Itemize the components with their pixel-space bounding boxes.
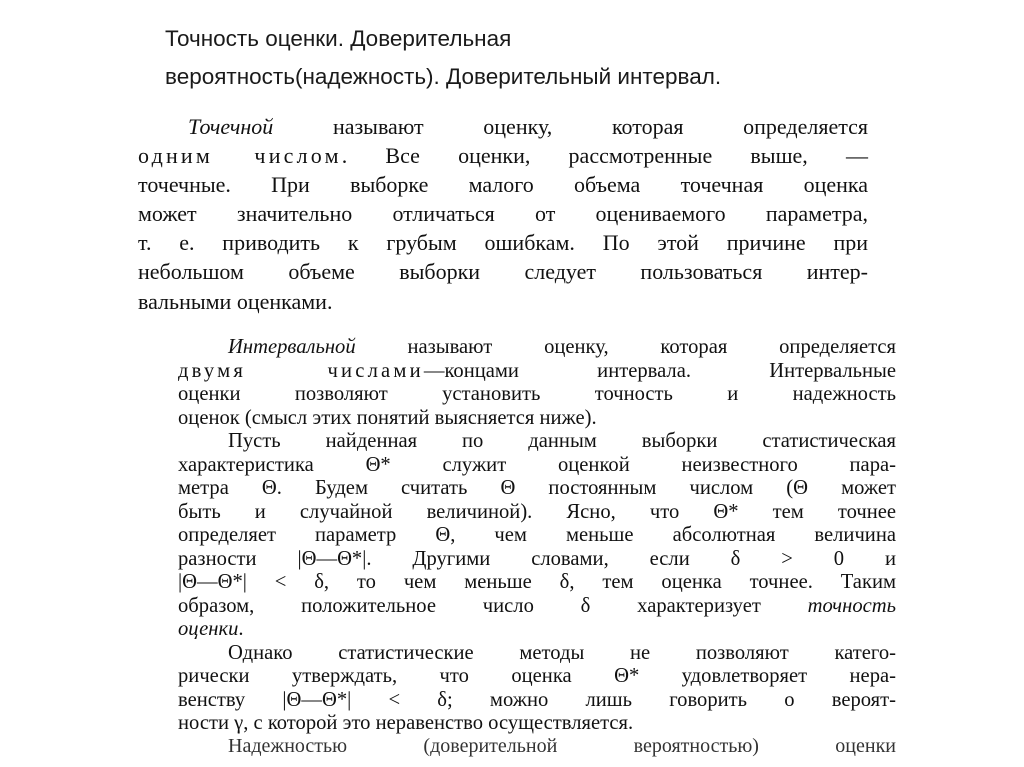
scan2-line-4: оценок (смысл этих понятий выясняется ниже). xyxy=(178,406,597,429)
scan2-line-3: оценки позволяют установить точность и надежность xyxy=(178,383,896,405)
scanned-paragraph-interval-estimate xyxy=(178,336,896,757)
scan1-line-6: небольшом объеме выборки следует пользоваться интер- xyxy=(138,259,868,285)
scan2-line-8: быть и случайной величиной). Ясно, что Θ* тем точнее xyxy=(178,500,896,523)
scan1-line-3: точечные. При выборке малого объема точечная оценка xyxy=(138,172,868,198)
term-precision: точность xyxy=(807,594,896,617)
scan2-text: образом, положительное число δ характеризует xyxy=(178,594,808,617)
spaced-phrase: одним числом xyxy=(138,143,342,169)
scan1-line-2 xyxy=(138,141,868,170)
scan1-line-5: т. е. приводить к грубым ошибкам. По этой причине при xyxy=(138,230,868,256)
scan2-line-17: ности γ, с которой это неравенство осуществляется. xyxy=(178,712,634,734)
slide-title xyxy=(165,20,925,96)
scan1-line-7: вальными оценками. xyxy=(138,288,333,314)
scan1-text: . Все оценки, рассмотренные выше, — xyxy=(341,143,868,169)
scan2-line-12 xyxy=(178,595,896,619)
scan2-line-16: венству |Θ—Θ*| < δ; можно лишь говорить о вероят- xyxy=(178,688,896,711)
scan2-line-13 xyxy=(178,618,896,642)
scan2-text: называют оценку, которая определяется xyxy=(355,336,896,358)
term-point-estimate: Точечной xyxy=(188,114,274,139)
term-interval-estimate: Интервальной xyxy=(228,336,356,358)
scan2-line-11: |Θ—Θ*| < δ, то чем меньше δ, тем оценка точнее. Таким xyxy=(178,571,896,593)
scanned-paragraph-point-estimate xyxy=(138,112,868,316)
scan2-text: —концами интервала. Интервальные xyxy=(423,359,896,382)
scan2-line-2 xyxy=(178,360,896,384)
spaced-phrase: двумя числами xyxy=(178,359,424,382)
scan2-line-9: определяет параметр Θ, чем меньше абсолютная величина xyxy=(178,524,896,546)
scan2-line-14: Однако статистические методы не позволяют катего- xyxy=(228,641,896,664)
slide-title-line-1: Точность оценки. Доверительная xyxy=(165,26,512,51)
scan2-line-15: рически утверждать, что оценка Θ* удовлетворяет нера- xyxy=(178,665,896,687)
slide-title-line-2: вероятность(надежность). Доверительный интервал. xyxy=(165,64,722,89)
scan1-line-4: может значительно отличаться от оцениваемого параметра, xyxy=(138,201,868,227)
scan2-text: . xyxy=(238,618,244,640)
scan2-cut-off-line: Надежностью (доверительной вероятностью) оценки xyxy=(228,734,896,757)
scan1-line-1 xyxy=(138,112,868,141)
scan2-line-6: характеристика Θ* служит оценкой неизвестного пара- xyxy=(178,453,896,476)
scan2-line-1 xyxy=(178,336,896,360)
scan2-line-5: Пусть найденная по данным выборки статистическая xyxy=(228,430,896,452)
scan1-text: называют оценку, которая определяется xyxy=(273,114,868,139)
scan2-line-10: разности |Θ—Θ*|. Другими словами, если δ > 0 и xyxy=(178,547,896,570)
scan2-line-7: метра Θ. Будем считать Θ постоянным числом (Θ может xyxy=(178,477,896,499)
term-estimate: оценки xyxy=(178,618,239,640)
